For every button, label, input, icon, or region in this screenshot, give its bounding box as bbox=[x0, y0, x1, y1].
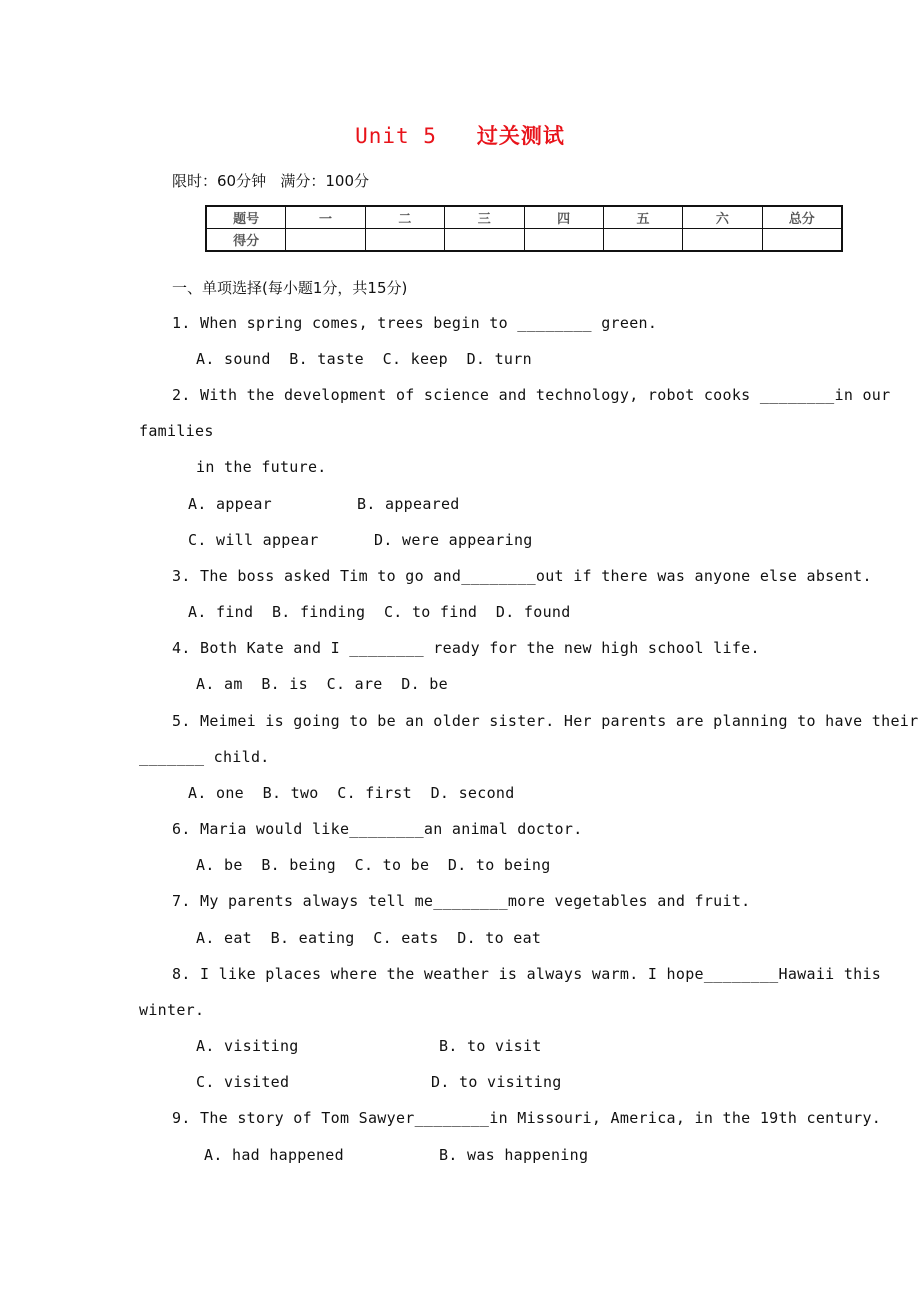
score-header-cell: 一 bbox=[286, 206, 365, 229]
score-table-header-row bbox=[206, 206, 842, 229]
title-cn: 过关测试 bbox=[476, 124, 565, 148]
exam-meta: 限时：60分钟 满分：100分 bbox=[172, 172, 370, 190]
question-line: families bbox=[139, 422, 214, 440]
score-header-cell: 总分 bbox=[762, 206, 842, 229]
question-line: in the future. bbox=[196, 458, 327, 476]
question-line: 3. The boss asked Tim to go and________out if there was anyone else absent. bbox=[172, 567, 872, 585]
question-line: 2. With the development of science and technology, robot cooks ________in our bbox=[172, 386, 891, 404]
question-line: 9. The story of Tom Sawyer________in Missouri, America, in the 19th century. bbox=[172, 1109, 882, 1127]
page-title bbox=[0, 120, 920, 150]
score-header-cell: 二 bbox=[365, 206, 444, 229]
question-line: 1. When spring comes, trees begin to ________ green. bbox=[172, 314, 658, 332]
score-row-label: 得分 bbox=[206, 229, 286, 252]
score-header-cell: 四 bbox=[524, 206, 603, 229]
score-header-cell: 五 bbox=[603, 206, 682, 229]
question-line: 5. Meimei is going to be an older sister. Her parents are planning to have their bbox=[172, 712, 919, 730]
option-line: B. appeared bbox=[357, 495, 460, 513]
option-line: B. was happening bbox=[439, 1146, 589, 1164]
score-cell bbox=[683, 229, 762, 252]
option-line: C. visited bbox=[196, 1073, 290, 1091]
section-heading: 一、单项选择(每小题1分，共15分) bbox=[172, 279, 408, 297]
score-cell bbox=[524, 229, 603, 252]
option-line: A. am B. is C. are D. be bbox=[196, 675, 448, 693]
score-cell bbox=[762, 229, 842, 252]
score-table bbox=[205, 205, 843, 252]
score-header-cell: 三 bbox=[445, 206, 524, 229]
score-header-cell: 六 bbox=[683, 206, 762, 229]
score-header-cell: 题号 bbox=[206, 206, 286, 229]
score-cell bbox=[445, 229, 524, 252]
question-line: winter. bbox=[139, 1001, 205, 1019]
score-cell bbox=[603, 229, 682, 252]
score-table-score-row bbox=[206, 229, 842, 252]
question-line: 4. Both Kate and I ________ ready for the new high school life. bbox=[172, 639, 760, 657]
option-line: C. will appear bbox=[188, 531, 319, 549]
score-cell bbox=[286, 229, 365, 252]
title-unit: Unit 5 bbox=[355, 124, 437, 148]
option-line: D. were appearing bbox=[374, 531, 533, 549]
option-line: A. be B. being C. to be D. to being bbox=[196, 856, 551, 874]
question-line: 8. I like places where the weather is always warm. I hope________Hawaii this bbox=[172, 965, 882, 983]
question-line: 6. Maria would like________an animal doctor. bbox=[172, 820, 583, 838]
question-line: 7. My parents always tell me________more vegetables and fruit. bbox=[172, 892, 751, 910]
option-line: A. one B. two C. first D. second bbox=[188, 784, 515, 802]
score-cell bbox=[365, 229, 444, 252]
question-line: _______ child. bbox=[139, 748, 270, 766]
option-line: A. visiting bbox=[196, 1037, 299, 1055]
option-line: D. to visiting bbox=[431, 1073, 562, 1091]
option-line: A. had happened bbox=[204, 1146, 344, 1164]
option-line: A. find B. finding C. to find D. found bbox=[188, 603, 571, 621]
option-line: B. to visit bbox=[439, 1037, 542, 1055]
option-line: A. appear bbox=[188, 495, 272, 513]
option-line: A. eat B. eating C. eats D. to eat bbox=[196, 929, 542, 947]
option-line: A. sound B. taste C. keep D. turn bbox=[196, 350, 532, 368]
